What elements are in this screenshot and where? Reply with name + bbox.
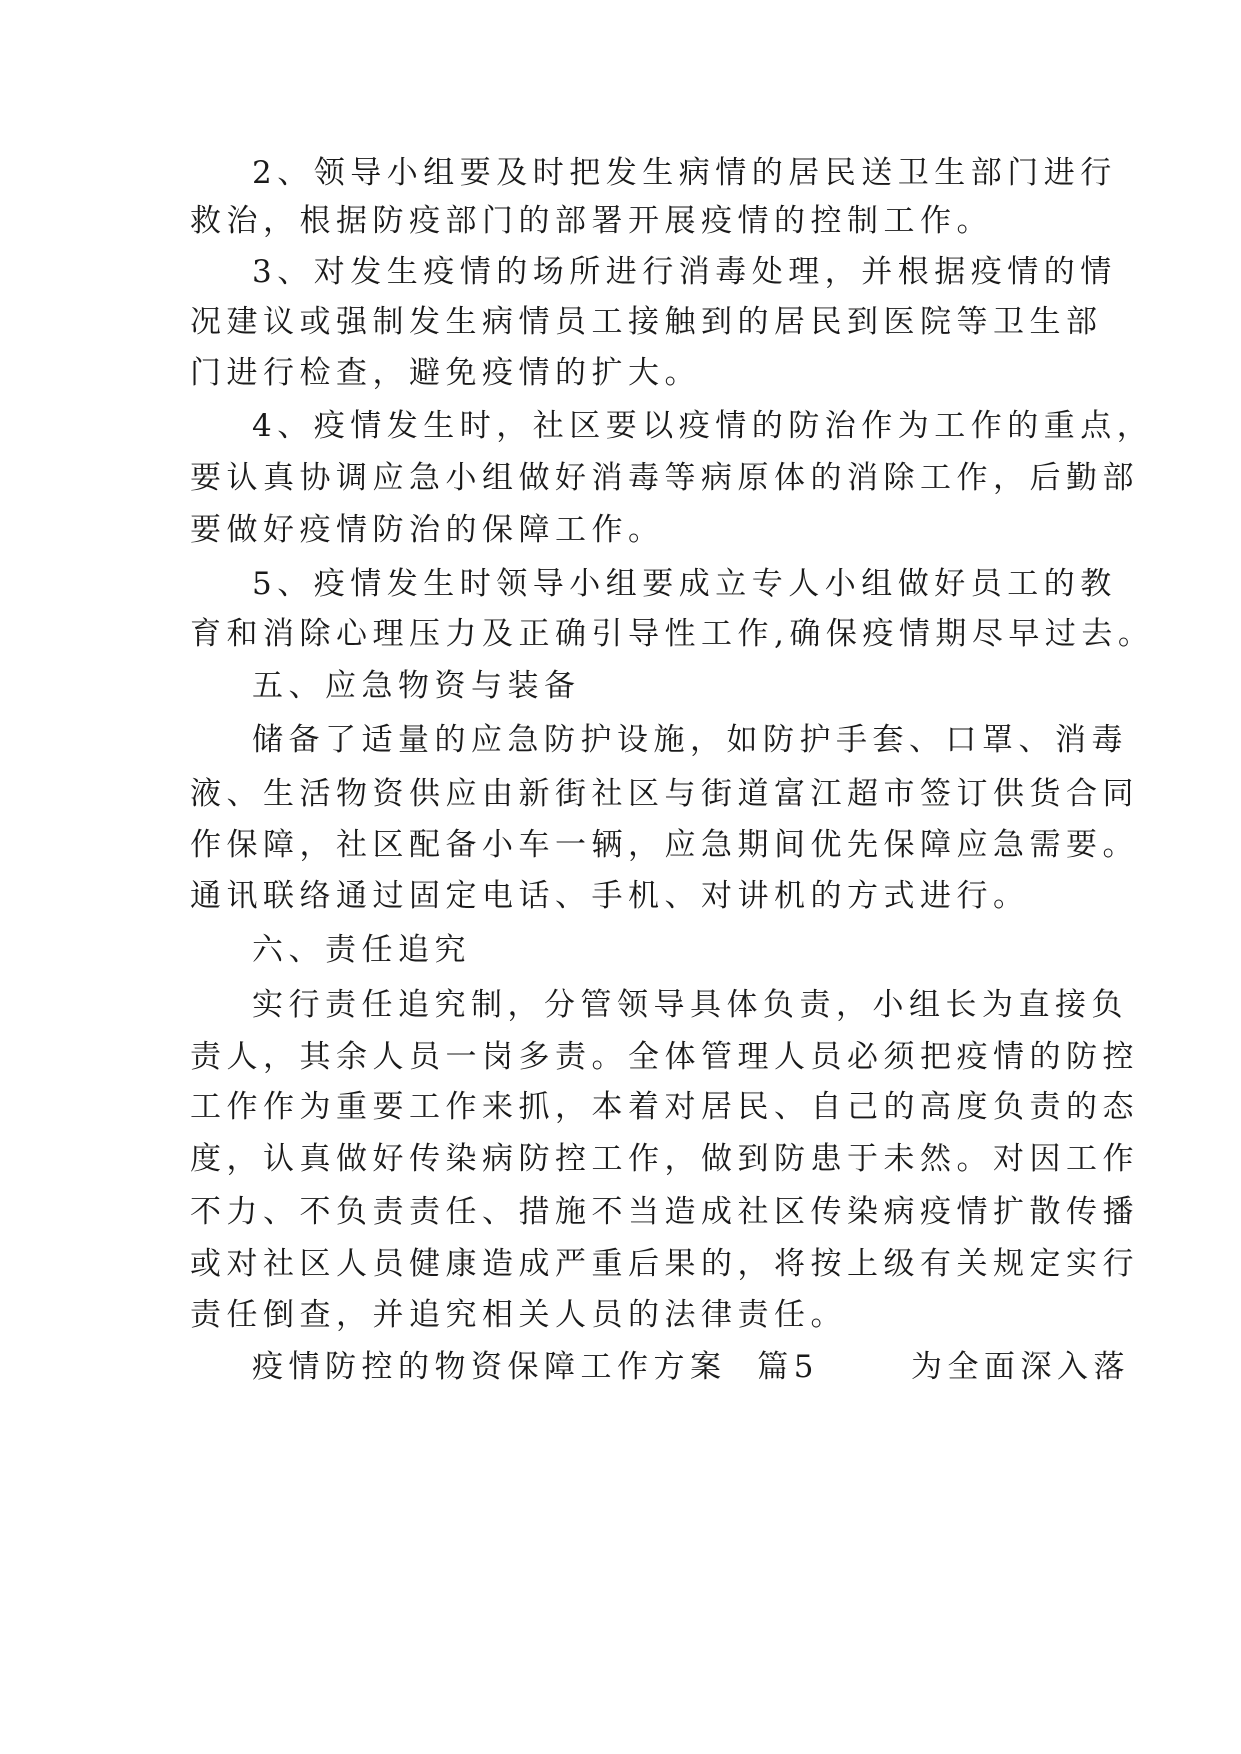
paragraph-4-line-1: 4、疫情发生时，社区要以疫情的防治作为工作的重点， [252, 408, 1154, 444]
paragraph-supplies-line-4: 通讯联络通过固定电话、手机、对讲机的方式进行。 [190, 878, 1030, 914]
paragraph-2-line-2: 救治，根据防疫部门的部署开展疫情的控制工作。 [190, 203, 993, 239]
section-heading-accountability: 六、责任追究 [252, 932, 471, 968]
paragraph-supplies-line-3: 作保障，社区配备小车一辆，应急期间优先保障应急需要。 [190, 827, 1139, 863]
paragraph-supplies-line-1: 储备了适量的应急防护设施，如防护手套、口罩、消毒 [252, 722, 1128, 758]
paragraph-5-line-2: 育和消除心理压力及正确引导性工作,确保疫情期尽早过去。 [190, 616, 1155, 652]
paragraph-4-line-2: 要认真协调应急小组做好消毒等病原体的消除工作，后勤部 [190, 460, 1139, 496]
paragraph-accountability-line-4: 度，认真做好传染病防控工作，做到防患于未然。对因工作 [190, 1141, 1139, 1177]
paragraph-accountability-line-2: 责人，其余人员一岗多责。全体管理人员必须把疫情的防控 [190, 1039, 1139, 1075]
paragraph-4-line-3: 要做好疫情防治的保障工作。 [190, 512, 665, 548]
paragraph-accountability-line-6: 或对社区人员健康造成严重后果的，将按上级有关规定实行 [190, 1246, 1139, 1282]
paragraph-accountability-line-7: 责任倒查，并追究相关人员的法律责任。 [190, 1297, 847, 1333]
paragraph-accountability-line-3: 工作作为重要工作来抓，本着对居民、自己的高度负责的态 [190, 1089, 1139, 1125]
next-section-title-line: 疫情防控的物资保障工作方案 篇5 为全面深入落 [252, 1349, 1131, 1385]
paragraph-accountability-line-5: 不力、不负责责任、措施不当造成社区传染病疫情扩散传播 [190, 1194, 1139, 1230]
paragraph-3-line-1: 3、对发生疫情的场所进行消毒处理，并根据疫情的情 [252, 254, 1117, 290]
paragraph-3-line-3: 门进行检查，避免疫情的扩大。 [190, 355, 701, 391]
paragraph-supplies-line-2: 液、生活物资供应由新街社区与街道富江超市签订供货合同 [190, 776, 1139, 812]
paragraph-accountability-line-1: 实行责任追究制，分管领导具体负责，小组长为直接负 [252, 987, 1128, 1023]
section-heading-supplies: 五、应急物资与装备 [252, 668, 581, 704]
paragraph-3-line-2: 况建议或强制发生病情员工接触到的居民到医院等卫生部 [190, 304, 1103, 340]
paragraph-5-line-1: 5、疫情发生时领导小组要成立专人小组做好员工的教 [252, 566, 1117, 602]
paragraph-2-line-1: 2、领导小组要及时把发生病情的居民送卫生部门进行 [252, 155, 1117, 191]
